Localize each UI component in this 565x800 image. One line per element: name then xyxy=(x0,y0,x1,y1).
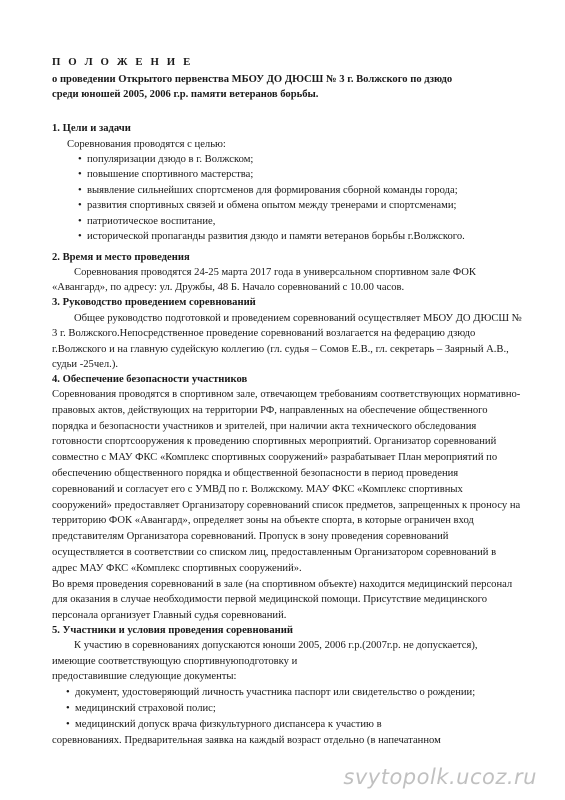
section2-heading: 2. Время и место проведения xyxy=(52,251,190,263)
list-item: • повышение спортивного мастерства; xyxy=(78,167,522,183)
section5-heading: 5. Участники и условия проведения соревнований xyxy=(52,624,293,636)
section4-paragraph2: Во время проведения соревнований в зале (на спортивном объекте) находится медицинский персонал для оказания в случае необходимости первой медицинской помощи. Присутствие медицинского персонала организует Главный судья соревнований. xyxy=(52,578,513,622)
list-item: • медицинский допуск врача физкультурного диспансера к участию в xyxy=(66,717,522,733)
section2-text: Соревнования проводятся 24-25 марта 2017 года в универсальном спортивном зале ФОК «Авангард», по адресу: ул. Дружбы, 48 Б. Начало соревнований с 10.00 часов. xyxy=(52,267,476,293)
list-item: • патриотическое воспитание, xyxy=(78,214,522,230)
section4-heading: 4. Обеспечение безопасности участников xyxy=(52,373,248,385)
list-item: • документ, удостоверяющий личность участника паспорт или свидетельство о рождении; xyxy=(66,685,522,701)
list-item: • исторической пропаганды развития дзюдо и памяти ветеранов борьбы г.Волжского. xyxy=(78,229,522,245)
section3-heading: 3. Руководство проведением соревнований xyxy=(52,297,256,308)
list-item: • медицинский страховой полис; xyxy=(66,701,522,717)
section1-heading: 1. Цели и задачи xyxy=(52,123,131,134)
section5-documents-list xyxy=(52,685,522,733)
section1-intro: Соревнования проводятся с целью: xyxy=(67,138,226,150)
site-watermark: svytopolk.ucoz.ru xyxy=(343,764,537,789)
section1-goals-list xyxy=(52,152,522,245)
list-item: • развития спортивных связей и обмена опытом между тренерами и спортсменами; xyxy=(78,198,522,214)
section5-intro-continued: предоставившие следующие документы: xyxy=(52,671,237,683)
section3-text: Общее руководство подготовкой и проведением соревнований осуществляет МБОУ ДО ДЮСШ № 3 г. Волжского.Непосредственное проведение соревнований возлагается на федерацию дзюдо г.Волжского и на главную судейскую коллегию (гл. судья – Сомов Е.В., гл. секретарь – Заярный А.В., судьи -25чел.). xyxy=(52,312,522,370)
document-subtitle-line1: о проведении Открытого первенства МБОУ ДО ДЮСШ № 3 г. Волжского по дзюдо xyxy=(52,74,453,85)
document-title: П О Л О Ж Е Н И Е xyxy=(52,56,193,68)
section5-continuation: соревнованиях. Предварительная заявка на каждый возраст отдельно (в напечатанном xyxy=(52,735,441,747)
section4-paragraph1: Соревнования проводятся в спортивном зале, отвечающем требованиям соответствующих нормативно-правовых актов, действующих на территории РФ, направленных на обеспечение общественного порядка и безопасности участников и зрителей, при наличии акта технического обследования готовности спортсооружения к проведению спортивных мероприятий. Организатор соревнований совместно с МАУ ФКС «Комплекс спортивных сооружений» разрабатывает План мероприятий по обеспечению общественного порядка и общественной безопасности в период проведения соревнований и согласует его с УМВД по г. Волжскому. МАУ ФКС «Комплекс спортивных сооружений» предоставляет Организатору соревнований список предметов, запрещенных к проносу на территорию ФОК «Авангард», определяет зоны на объекте спорта, в которые ограничен вход представителям Организатора соревнований. Пропуск в зону проведения соревнований осуществляется в соответствии со списком лиц, предоставленным Организатором соревнований в адрес МАУ ФКС «Комплекс спортивных сооружений». xyxy=(52,389,521,574)
list-item: • популяризации дзюдо в г. Волжском; xyxy=(78,152,522,168)
list-item: • выявление сильнейших спортсменов для формирования сборной команды города; xyxy=(78,183,522,199)
section5-intro: К участию в соревнованиях допускаются юноши 2005, 2006 г.р.(2007г.р. не допускается), имеющие соответствующую спортивнуюподготовку и xyxy=(52,640,478,667)
document-subtitle-line2: среди юношей 2005, 2006 г.р. памяти ветеранов борьбы. xyxy=(52,89,319,100)
document-body xyxy=(52,55,522,749)
